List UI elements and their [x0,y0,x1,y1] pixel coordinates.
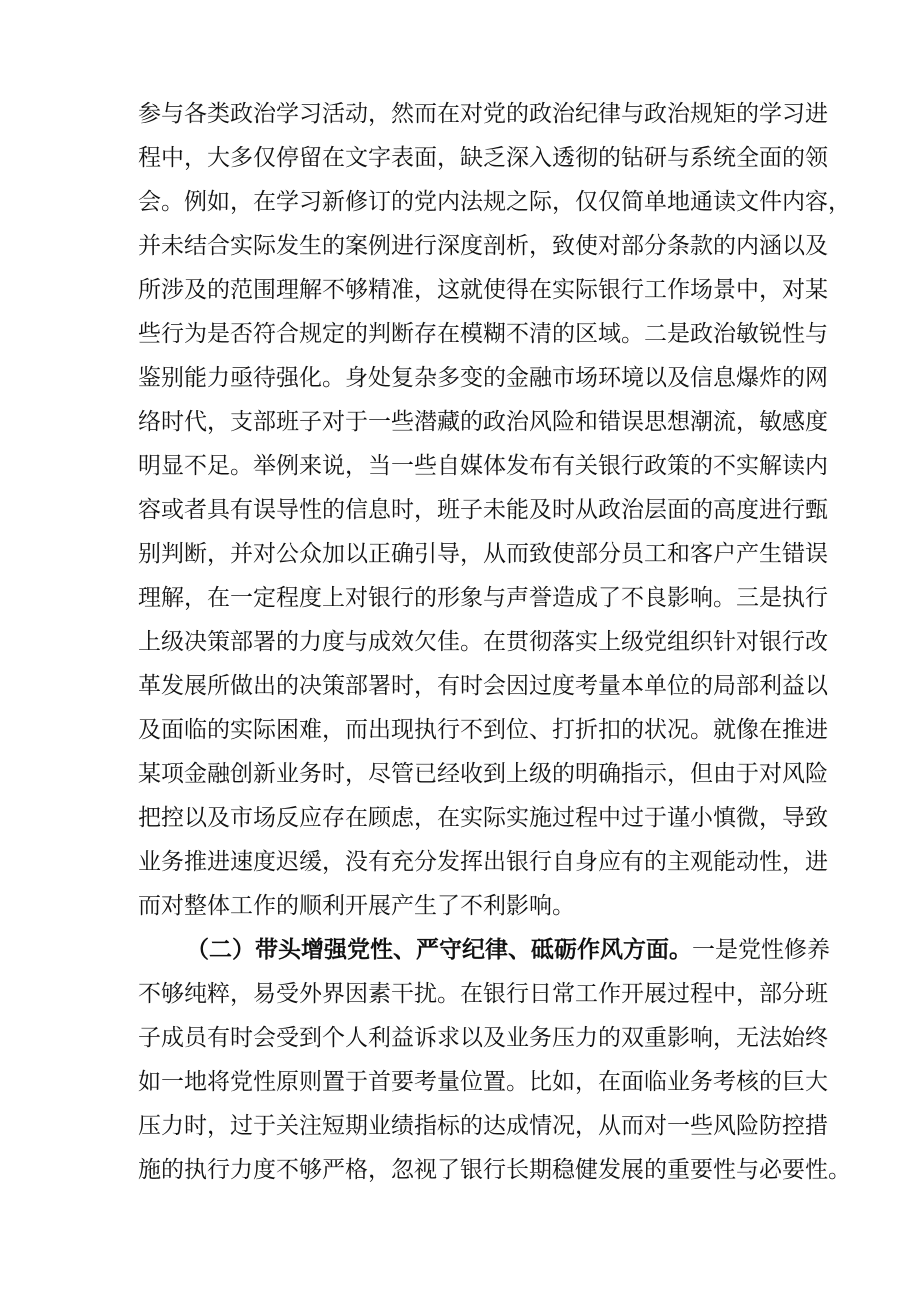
paragraph-line: 某项金融创新业务时，尽管已经收到上级的明确指示，但由于对风险 [138,761,828,787]
paragraph-line: 络时代，支部班子对于一些潜藏的政治风险和错误思想潮流，敏感度 [138,409,828,435]
paragraph-line: 子成员有时会受到个人利益诉求以及业务压力的双重影响，无法始终 [138,1025,828,1051]
paragraph-line: 会。例如，在学习新修订的党内法规之际，仅仅简单地通读文件内容， [138,189,851,215]
paragraph-line: 明显不足。举例来说，当一些自媒体发布有关银行政策的不实解读内 [138,453,828,479]
paragraph-line: 所涉及的范围理解不够精准，这就使得在实际银行工作场景中，对某 [138,277,828,303]
paragraph-line: 容或者具有误导性的信息时，班子未能及时从政治层面的高度进行甄 [138,497,828,523]
paragraph-line: 些行为是否符合规定的判断存在模糊不清的区域。二是政治敏锐性与 [138,321,828,347]
paragraph-line: 而对整体工作的顺利开展产生了不利影响。 [138,893,575,919]
paragraph-line: 别判断，并对公众加以正确引导，从而致使部分员工和客户产生错误 [138,541,828,567]
paragraph-line: 把控以及市场反应存在顾虑，在实际实施过程中过于谨小慎微，导致 [138,805,828,831]
paragraph-line: 革发展所做出的决策部署时，有时会因过度考量本单位的局部利益以 [138,673,828,699]
paragraph-line: 理解，在一定程度上对银行的形象与声誉造成了不良影响。三是执行 [138,585,828,611]
paragraph-line: 如一地将党性原则置于首要考量位置。比如，在面临业务考核的巨大 [138,1069,828,1095]
section-intro: 一是党性修养 [692,937,830,963]
paragraph-line: 上级决策部署的力度与成效欠佳。在贯彻落实上级党组织针对银行改 [138,629,828,655]
paragraph-line: 业务推进速度迟缓，没有充分发挥出银行自身应有的主观能动性，进 [138,849,828,875]
paragraph-line: 不够纯粹，易受外界因素干扰。在银行日常工作开展过程中，部分班 [138,981,828,1007]
paragraph-line: 程中，大多仅停留在文字表面，缺乏深入透彻的钻研与系统全面的领 [138,145,828,171]
paragraph-line: 并未结合实际发生的案例进行深度剖析，致使对部分条款的内涵以及 [138,233,828,259]
paragraph-line: 参与各类政治学习活动，然而在对党的政治纪律与政治规矩的学习进 [138,101,828,127]
section-heading: （二）带头增强党性、严守纪律、砥砺作风方面。 [186,936,692,963]
section-heading-line [186,932,830,968]
paragraph-line: 压力时，过于关注短期业绩指标的达成情况，从而对一些风险防控措 [138,1113,828,1139]
paragraph-line: 施的执行力度不够严格，忽视了银行长期稳健发展的重要性与必要性。 [138,1157,851,1183]
paragraph-line: 及面临的实际困难，而出现执行不到位、打折扣的状况。就像在推进 [138,717,828,743]
paragraph-line: 鉴别能力亟待强化。身处复杂多变的金融市场环境以及信息爆炸的网 [138,365,828,391]
